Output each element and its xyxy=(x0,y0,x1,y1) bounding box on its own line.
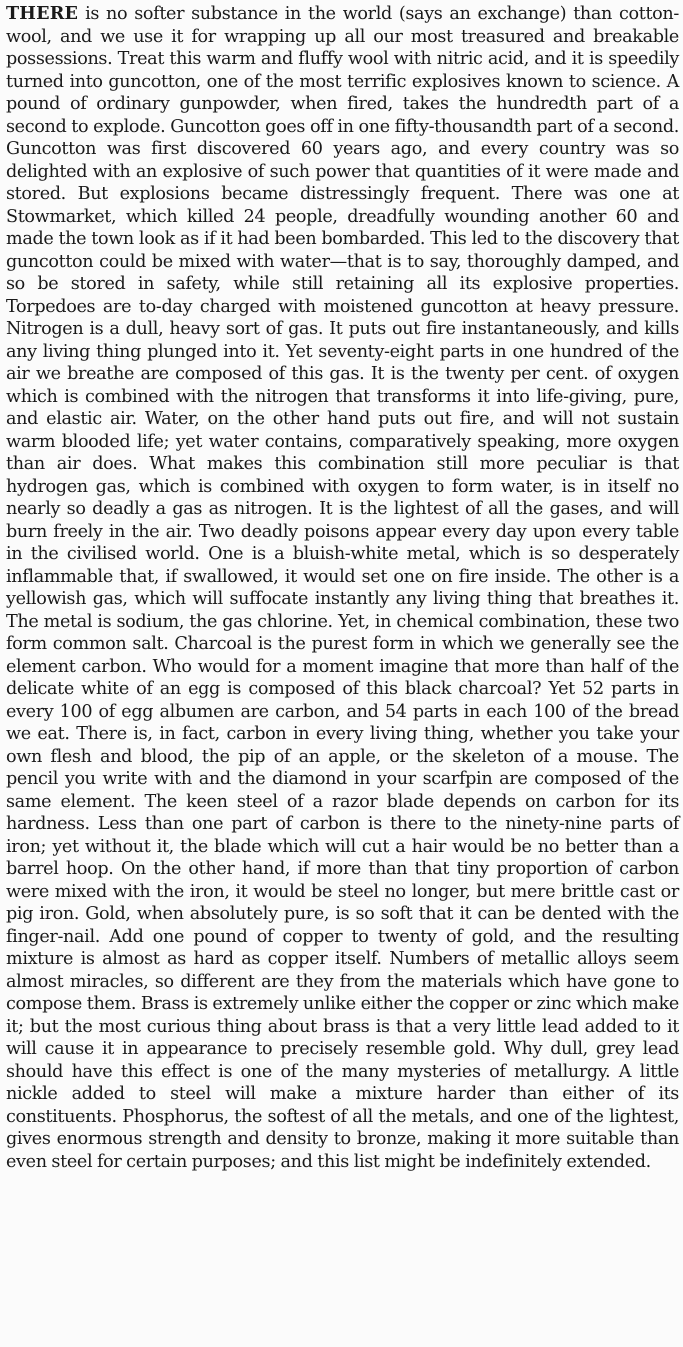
article-lead-word: THERE xyxy=(6,3,79,24)
article-paragraph xyxy=(6,3,679,1173)
article-body-text: is no softer substance in the world (says an exchange) than cotton-wool, and we use it for wrapping up all our most treasured and breakable possessions. Treat this warm and fluffy wool with nitric acid, and it is speedily turned into guncotton, one of the most terrific explosives known to science. A pound of ordinary gunpowder, when fired, takes the hundredth part of a second to explode. Guncotton goes off in one fifty-thousandth part of a second. Guncotton was first discovered 60 years ago, and every country was so delighted with an explosive of such power that quantities of it were made and stored. But explosions became distressingly frequent. There was one at Stowmarket, which killed 24 people, dreadfully wounding another 60 and made the town look as if it had been bombarded. This led to the discovery that guncotton could be mixed with water—that is to say, thoroughly damped, and so be stored in safety, while still retaining all its explosive properties. Torpedoes are to-day charged with moistened guncotton at heavy pressure. Nitrogen is a dull, heavy sort of gas. It puts out fire instantaneously, and kills any living thing plunged into it. Yet seventy-eight parts in one hundred of the air we breathe are composed of this gas. It is the twenty per cent. of oxygen which is combined with the nitrogen that transforms it into life-giving, pure, and elastic air. Water, on the other hand puts out fire, and will not sustain warm blooded life; yet water contains, comparatively speaking, more oxygen than air does. What makes this combination still more peculiar is that hydrogen gas, which is combined with oxygen to form water, is in itself no nearly so deadly a gas as nitrogen. It is the lightest of all the gases, and will burn freely in the air. Two deadly poisons appear every day upon every table in the civilised world. One is a bluish-white metal, which is so desperately inflammable that, if swallowed, it would set one on fire inside. The other is a yellowish gas, which will suffocate instantly any living thing that breathes it. The metal is sodium, the gas chlorine. Yet, in chemical combination, these two form common salt. Charcoal is the purest form in which we generally see the element carbon. Who would for a moment imagine that more than half of the delicate white of an egg is composed of this black charcoal? Yet 52 parts in every 100 of egg albumen are carbon, and 54 parts in each 100 of the bread we eat. There is, in fact, carbon in every living thing, whether you take your own flesh and blood, the pip of an apple, or the skeleton of a mouse. The pencil you write with and the diamond in your scarfpin are composed of the same element. The keen steel of a razor blade depends on carbon for its hardness. Less than one part of carbon is there to the ninety-nine parts of iron; yet without it, the blade which will cut a hair would be no better than a barrel hoop. On the other hand, if more than that tiny proportion of carbon were mixed with the iron, it would be steel no longer, but mere brittle cast or pig iron. Gold, when absolutely pure, is so soft that it can be dented with the finger-nail. Add one pound of copper to twenty of gold, and the resulting mixture is almost as hard as copper itself. Numbers of metallic alloys seem almost miracles, so different are they from the materials which have gone to compose them. Brass is extremely unlike either the copper or zinc which make it; but the most curious thing about brass is that a very little lead added to it will cause it in appearance to precisely resemble gold. Why dull, grey lead should have this effect is one of the many mysteries of metallurgy. A little nickle added to steel will make a mixture harder than either of its constituents. Phosphorus, the softest of all the metals, and one of the lightest, gives enormous strength and density to bronze, making it more suitable than even steel for certain purposes; and this list might be indefinitely extended. xyxy=(6,4,679,1172)
